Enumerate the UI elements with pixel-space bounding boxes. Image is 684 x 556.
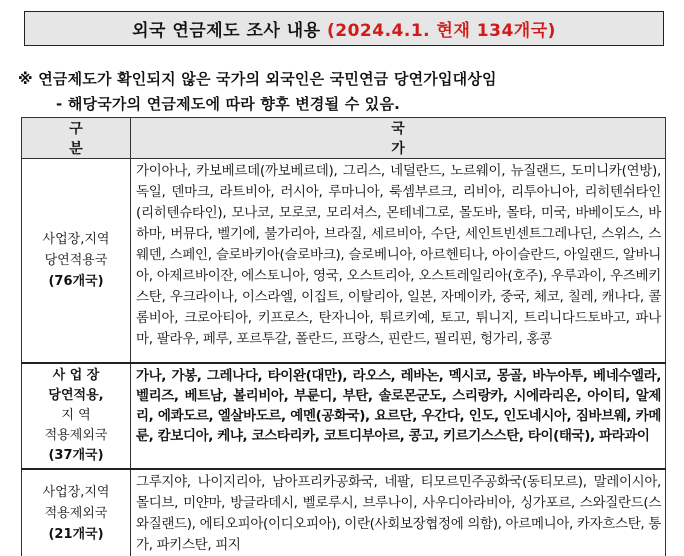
table-row (22, 363, 666, 469)
country-list: 가나, 가봉, 그레나다, 타이완(대만), 라오스, 레바논, 멕시코, 몽골, 바누아투, 베네수엘라, 벨리즈, 베트남, 볼리비아, 부룬디, 부탄, 솔로몬군도, 스리랑카, 시에라리온, 아이티, 알제리, 에콰도르, 엘살바도르, 예멘(공화국), 요르단, 우간다, 인도, 인도네시아, 짐바브웨, 카메룬, 캄보디아, 케냐, 코스타리카, 코트디부아르, 콩고, 키르기스스탄, 타이(태국), 파라과이 (131, 363, 666, 469)
table-row (22, 469, 666, 556)
category-count: (21개국) (48, 527, 104, 542)
document-title (24, 11, 664, 46)
category-count: (37개국) (48, 447, 104, 463)
row-category (22, 159, 131, 363)
title-main: 외국 연금제도 조사 내용 (132, 21, 321, 41)
header-countries: 국가 (131, 118, 666, 159)
title-date: (2024.4.1. 현재 134개국) (327, 21, 556, 41)
category-line: 사 업 장 (52, 367, 100, 383)
category-line: 지 역 (61, 407, 91, 423)
category-line: 사업장,지역 (42, 485, 110, 500)
row-category (22, 363, 131, 469)
header-category: 구분 (22, 118, 131, 159)
category-line: 적용제외국 (44, 506, 108, 521)
category-line: 사업장,지역 (42, 231, 110, 247)
country-list: 그루지야, 나이지리아, 남아프리카공화국, 네팔, 티모르민주공화국(동티모르), 말레이시아, 몰디브, 미얀마, 방글라데시, 벨로루시, 브루나이, 사우디아라비아, 싱가포르, 스와질란드(스와질랜드), 에티오피아(이디오피아), 이란(사회보장협정에 의함), 아르메니아, 카자흐스탄, 통가, 파키스탄, 피지 (131, 469, 666, 556)
row-category (22, 469, 131, 556)
category-line: 당연적용국 (44, 252, 108, 268)
category-count: (76개국) (48, 273, 104, 289)
table-row (22, 159, 666, 363)
country-list: 가이아나, 카보베르데(까보베르데), 그리스, 네덜란드, 노르웨이, 뉴질랜드, 도미니카(연방), 독일, 덴마크, 라트비아, 러시아, 루마니아, 룩셈부르크, 리비아, 리투아니아, 리히텐쉬타인(리히텐슈타인), 모나코, 모로코, 모리셔스, 몬테네그로, 몰도바, 몰타, 미국, 바베이도스, 바하마, 버뮤다, 벨기에, 불가리아, 브라질, 세르비아, 수단, 세인트빈센트그레나딘, 스위스, 스웨덴, 스페인, 슬로바키아(슬로바크), 슬로베니아, 아르헨티나, 아이슬란드, 아일랜드, 알바니아, 아제르바이잔, 에스토니아, 영국, 오스트리아, 오스트레일리아(호주), 우루과이, 우즈베키스탄, 우크라이나, 이스라엘, 이집트, 이탈리아, 일본, 자메이카, 중국, 체코, 칠레, 캐나다, 콜롬비아, 크로아티아, 키프로스, 탄자니아, 튀르키예, 토고, 튀니지, 트리니다드토바고, 파나마, 팔라우, 페루, 포르투갈, 폴란드, 프랑스, 핀란드, 필리핀, 헝가리, 홍콩 (131, 159, 666, 363)
note-line-2: - 해당국가의 연금제도에 따라 향후 변경될 수 있음. (56, 95, 401, 113)
table-header-row (22, 118, 666, 159)
category-line: 적용제외국 (44, 427, 108, 443)
pension-table (21, 117, 666, 556)
note-line-1: ※ 연금제도가 확인되지 않은 국가의 외국인은 국민연금 당연가입대상임 (18, 70, 497, 88)
category-line: 당연적용, (48, 387, 104, 403)
